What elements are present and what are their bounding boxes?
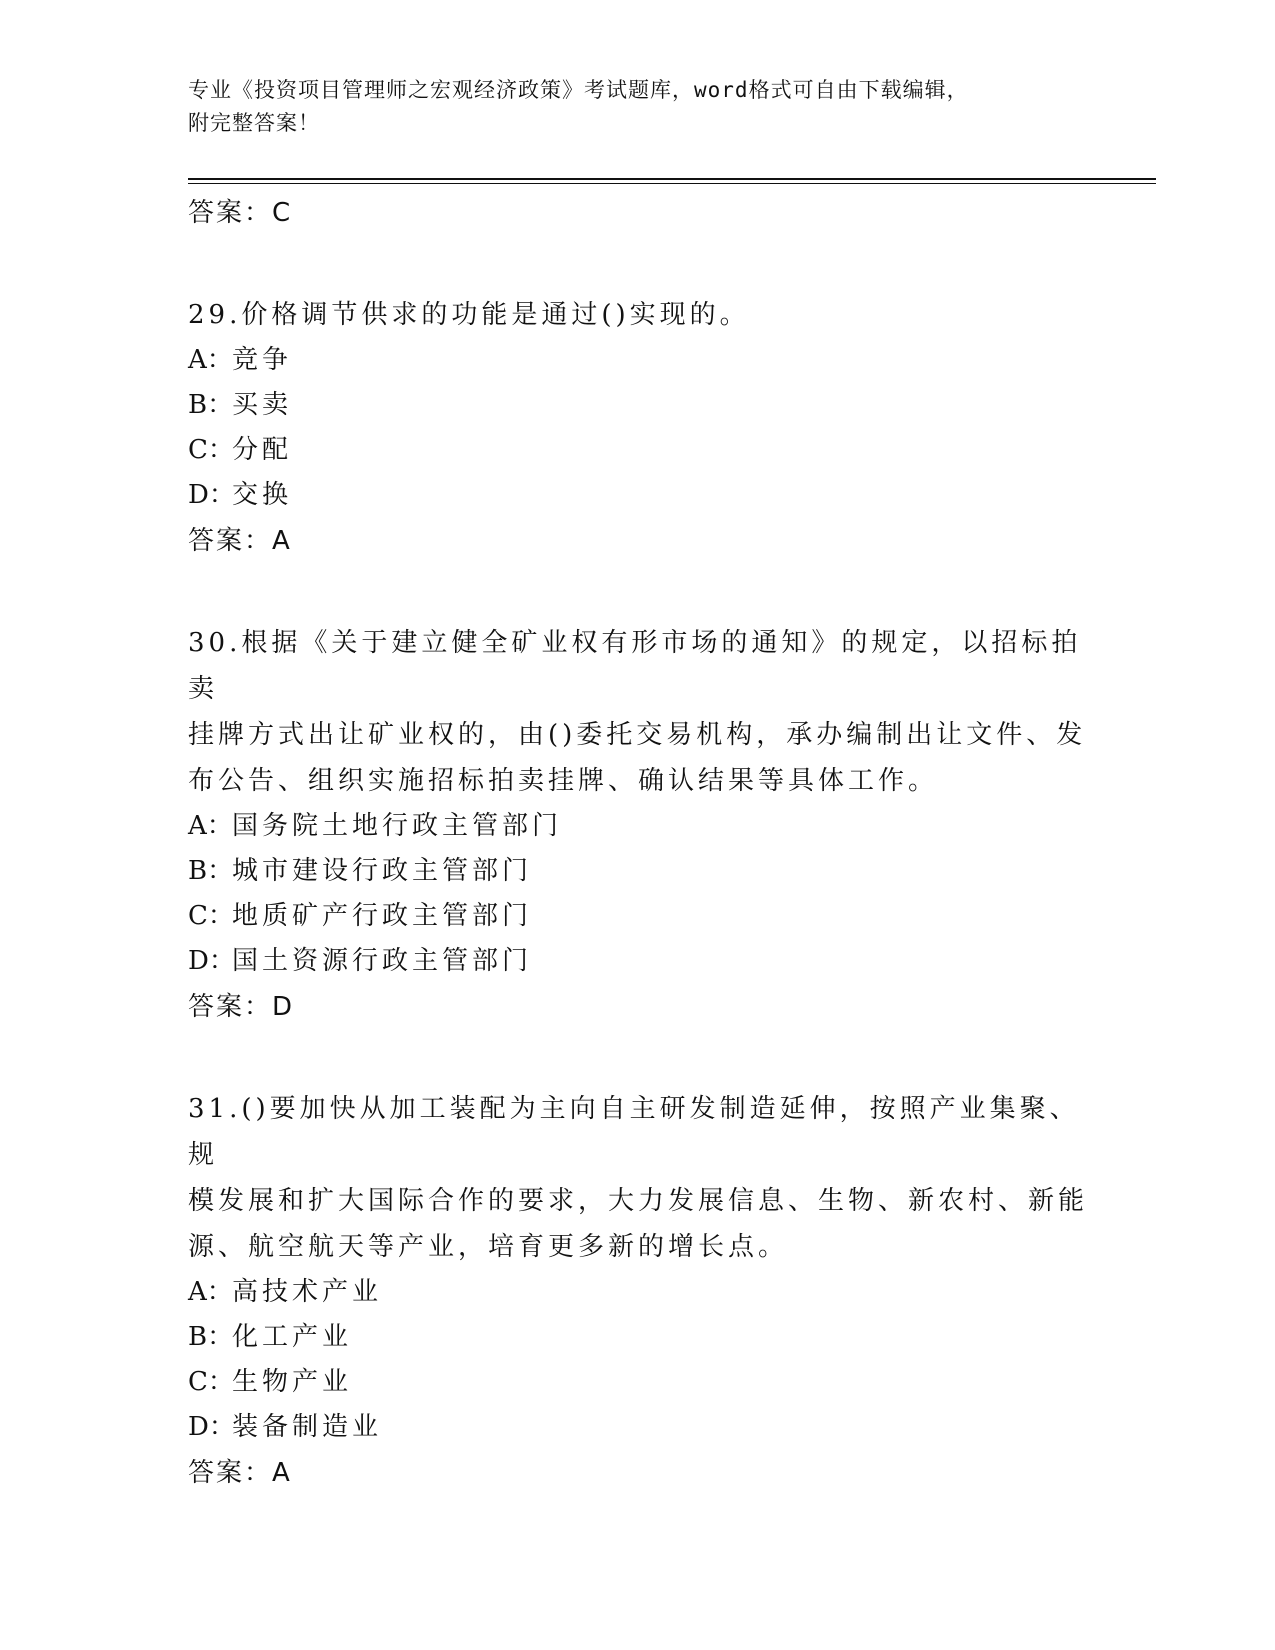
answer-line: 答案：A <box>188 526 292 556</box>
option-c <box>188 428 1088 473</box>
question-stem-line-1: 31.()要加快从加工装配为主向自主研发制造延伸，按照产业集聚、规 <box>188 1094 1080 1170</box>
question-stem-line-3: 布公告、组织实施招标拍卖挂牌、确认结果等具体工作。 <box>188 766 939 796</box>
question-stem-line-3: 源、航空航天等产业，培育更多新的增长点。 <box>188 1232 789 1262</box>
option-text: 买卖 <box>232 390 293 420</box>
header-line-1: 专业《投资项目管理师之宏观经济政策》考试题库，word格式可自由下载编辑， <box>188 78 969 102</box>
option-letter: D： <box>188 946 235 976</box>
option-letter: C： <box>188 901 234 931</box>
question-stem-line-2: 挂牌方式出让矿业权的，由()委托交易机构，承办编制出让文件、发 <box>188 720 1087 750</box>
option-letter: A： <box>188 811 233 841</box>
option-a <box>188 338 1088 383</box>
option-letter: C： <box>188 1367 234 1397</box>
option-text: 国土资源行政主管部门 <box>232 946 533 976</box>
question-list <box>188 190 1088 1496</box>
option-letter: D： <box>188 1412 235 1442</box>
header-divider-thick <box>188 178 1156 180</box>
option-text: 竞争 <box>232 345 293 375</box>
option-letter: B： <box>188 856 234 886</box>
option-letter: D： <box>188 480 235 510</box>
answer-line: 答案：D <box>188 992 295 1022</box>
question-stem-line-2: 模发展和扩大国际合作的要求，大力发展信息、生物、新农村、新能 <box>188 1186 1089 1216</box>
option-a <box>188 804 1088 849</box>
option-d <box>188 473 1088 518</box>
option-d <box>188 939 1088 984</box>
question-31 <box>188 1086 1088 1496</box>
header-divider-thin <box>188 183 1156 184</box>
option-text: 国务院土地行政主管部门 <box>232 811 563 841</box>
question-stem-line-1: 30.根据《关于建立健全矿业权有形市场的通知》的规定，以招标拍卖 <box>188 628 1082 704</box>
option-c <box>188 894 1088 939</box>
option-a <box>188 1270 1088 1315</box>
option-b <box>188 383 1088 428</box>
option-text: 高技术产业 <box>232 1277 383 1307</box>
option-letter: A： <box>188 1277 233 1307</box>
option-b <box>188 1315 1088 1360</box>
option-letter: C： <box>188 435 234 465</box>
option-letter: A： <box>188 345 233 375</box>
answer-line: 答案：A <box>188 1458 292 1488</box>
option-text: 装备制造业 <box>232 1412 383 1442</box>
option-d <box>188 1405 1088 1450</box>
option-c <box>188 1360 1088 1405</box>
option-text: 城市建设行政主管部门 <box>232 856 533 886</box>
header-line-2: 附完整答案！ <box>188 111 320 135</box>
option-text: 生物产业 <box>232 1367 353 1397</box>
option-text: 地质矿产行政主管部门 <box>232 901 533 931</box>
option-letter: B： <box>188 1322 234 1352</box>
option-text: 分配 <box>232 435 293 465</box>
question-stem: 29.价格调节供求的功能是通过()实现的。 <box>188 300 750 330</box>
option-b <box>188 849 1088 894</box>
question-30 <box>188 620 1088 1030</box>
answer-line: 答案：C <box>188 198 293 228</box>
option-letter: B： <box>188 390 234 420</box>
option-text: 化工产业 <box>232 1322 353 1352</box>
document-header <box>188 74 1088 140</box>
option-text: 交换 <box>232 480 293 510</box>
question-29 <box>188 292 1088 564</box>
